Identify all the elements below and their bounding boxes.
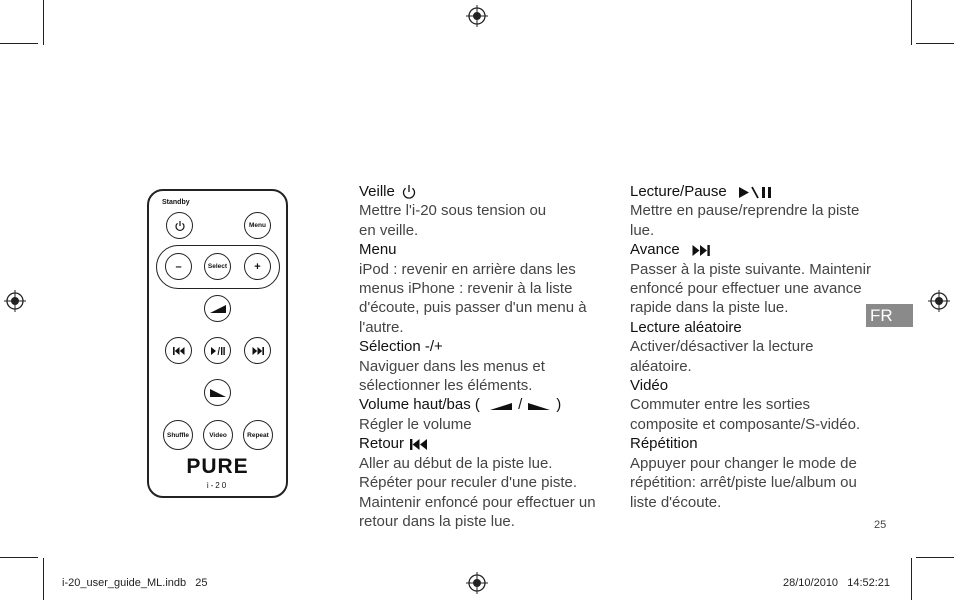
play-pause-icon (739, 186, 775, 199)
back-section (359, 434, 609, 531)
crop-mark (43, 0, 44, 45)
section-heading-start: Volume haut/bas ( (359, 396, 480, 414)
volume-up-icon (488, 401, 514, 411)
shuffle-button (163, 420, 193, 450)
previous-track-icon (410, 439, 428, 450)
section-heading: Lecture aléatoire (630, 318, 742, 336)
section-body: Activer/désactiver la lecture aléatoire. (630, 338, 814, 375)
section-heading: Menu (359, 241, 397, 259)
standby-section (359, 182, 609, 240)
registration-mark-icon (466, 5, 488, 27)
section-body: Mettre en pause/reprendre la piste lue. (630, 202, 860, 239)
crop-mark (911, 558, 912, 600)
crop-mark (0, 43, 38, 44)
left-column (359, 182, 609, 531)
crop-mark (43, 558, 44, 600)
select-button (204, 253, 231, 280)
section-heading: Retour (359, 435, 405, 453)
repeat-button (243, 420, 273, 450)
registration-mark-icon (4, 290, 26, 312)
previous-track-icon (173, 347, 185, 355)
section-heading: Veille (359, 183, 395, 200)
volume-up-icon (210, 304, 226, 314)
plus-button (244, 253, 271, 280)
section-heading: Lecture/Pause (630, 183, 727, 200)
remote-illustration (147, 189, 288, 498)
play-pause-icon (211, 347, 225, 355)
volume-up-button (204, 295, 231, 322)
crop-mark (911, 0, 912, 45)
volume-down-icon (210, 388, 226, 398)
section-heading: Avance (630, 241, 680, 259)
section-heading: Répétition (630, 435, 698, 453)
section-body: Passer à la piste suivante. Maintenir enfoncé pour effectuer une avance rapide dans la piste lue. (630, 260, 871, 317)
play-pause-button (204, 337, 231, 364)
forward-section (630, 240, 880, 318)
repeat-button-label: Repeat (247, 431, 269, 439)
select-button-label: Select (207, 263, 228, 270)
brand-logo: PURE (186, 455, 249, 478)
plus-button-label: + (254, 260, 261, 273)
section-body: Mettre l'i-20 sous tension ou en veille. (359, 202, 547, 239)
video-button-label: Video (209, 431, 227, 439)
crop-mark (916, 557, 954, 558)
video-section (630, 376, 880, 434)
power-icon (401, 184, 417, 200)
previous-button (165, 337, 192, 364)
play-pause-section (630, 182, 880, 240)
menu-section (359, 240, 609, 337)
shuffle-button-label: Shuffle (166, 431, 190, 439)
selection-section (359, 337, 609, 395)
standby-label: Standby (162, 199, 190, 206)
section-body: Naviguer dans les menus et sélectionner les éléments. (359, 357, 545, 395)
section-heading: Vidéo (630, 377, 669, 395)
section-body: Aller au début de la piste lue. Répéter pour reculer d'une piste. Maintenir enfoncé pour effectuer un retour dans la piste lue. (359, 454, 596, 530)
footer-timestamp: 28/10/2010 14:52:21 (783, 577, 891, 589)
section-heading: Sélection -/+ (359, 338, 443, 356)
page-number: 25 (874, 519, 887, 531)
section-body: Régler le volume (359, 415, 472, 433)
next-button (244, 337, 271, 364)
menu-button (244, 212, 271, 239)
language-tab: FR (866, 304, 913, 327)
model-label: i-20 (206, 481, 229, 490)
volume-down-icon (526, 401, 552, 411)
crop-mark (0, 557, 38, 558)
menu-button-label: Menu (249, 222, 266, 229)
crop-mark (916, 43, 954, 44)
next-track-icon (692, 245, 710, 256)
right-column (630, 182, 880, 512)
standby-button (166, 212, 193, 239)
minus-button-label: – (175, 260, 182, 273)
section-body: Appuyer pour changer le mode de répétition: arrêt/piste lue/album ou liste d'écoute. (630, 454, 857, 511)
registration-mark-icon (466, 572, 488, 594)
repeat-section (630, 434, 880, 512)
minus-button (165, 253, 192, 280)
section-heading-separator: / (518, 396, 523, 414)
video-button (203, 420, 233, 450)
section-body: Commuter entre les sorties composite et composante/S-vidéo. (630, 396, 861, 433)
footer-file-name: i-20_user_guide_ML.indb 25 (62, 577, 208, 589)
next-track-icon (252, 347, 264, 355)
section-heading-end: ) (556, 396, 562, 414)
section-body: iPod : revenir en arrière dans les menus iPhone : revenir à la liste d'écoute, puis passer d'un menu à l'autre. (359, 260, 587, 336)
registration-mark-icon (928, 290, 950, 312)
volume-section (359, 395, 609, 434)
volume-down-button (204, 379, 231, 406)
shuffle-section (630, 318, 880, 376)
power-icon (174, 220, 186, 232)
